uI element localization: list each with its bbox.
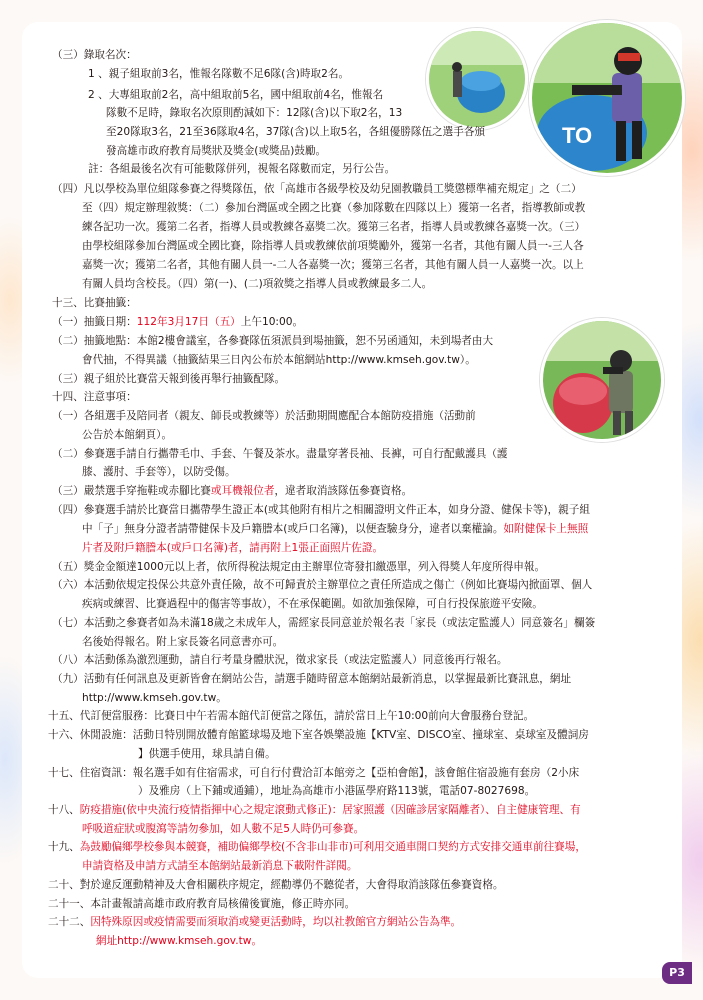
line-text: （四）凡以學校為單位組隊參賽之得獎隊伍，依「高雄市各級學校及幼兒園教職員工獎懲標準補充規定」之（二） xyxy=(52,183,582,195)
line-text: 練各記功一次。獲第二名者，指導人員或教練各嘉獎二次。獲第三名者，指導人員或教練各嘉獎一次。（三） xyxy=(82,221,586,233)
text-line xyxy=(96,935,262,948)
line-text: 嘉獎一次；獲第二名者，其他有關人員一-二人各嘉獎一次；獲第三名者，其他有關人員一人嘉獎一次。以上 xyxy=(82,259,584,271)
line-highlight-text: 呼吸道症狀或腹瀉等請勿參加，如人數不足5人時仍可參賽。 xyxy=(82,823,365,835)
text-line xyxy=(48,804,581,817)
text-line xyxy=(138,785,535,798)
line-text: 2 、大專組取前2名，高中組取前5名，國中組取前4名，惟報名 xyxy=(88,89,384,101)
text-line xyxy=(52,561,545,574)
line-text: 至（四）規定辦理敘獎：（二）參加台灣區或全國之比賽（參加隊數在四隊以上）獲第一名者，指導教師或教 xyxy=(82,202,586,214)
text-line xyxy=(52,410,476,423)
text-line xyxy=(52,654,508,667)
line-trailing-text: 上午10:00。 xyxy=(240,316,304,328)
line-text: 膝、護肘、手套等），以防受傷。 xyxy=(82,466,236,478)
line-highlight-text: 如附健保卡上無照 xyxy=(503,523,589,535)
line-text: 有關人員均含校長。（四）第(一)、(二)項敘獎之指導人員或教練最多二人。 xyxy=(82,278,433,290)
text-line xyxy=(52,297,137,310)
line-highlight-text: 防疫措施(依中央流行疫情指揮中心之規定滾動式修正)：居家照護（因確診居家隔離者）、自主健康管理、有 xyxy=(79,804,581,816)
text-line xyxy=(52,49,137,62)
text-line xyxy=(48,879,504,892)
text-line xyxy=(52,617,595,630)
text-line xyxy=(106,107,402,120)
line-text: 由學校組隊參加台灣區或全國比賽，除指導人員或教練依前項獎勵外，獲第一名者，其他有關人員一-三人各 xyxy=(82,240,584,252)
line-text: 十三、比賽抽籤： xyxy=(52,297,137,309)
text-line xyxy=(52,504,590,517)
text-line xyxy=(82,429,172,442)
line-highlight-text: 網址http://www.kmseh.gov.tw。 xyxy=(96,935,263,947)
text-line xyxy=(88,68,349,81)
text-line xyxy=(48,729,589,742)
line-text: （六）本活動依規定投保公共意外責任險，故不可歸責於主辦單位之責任所造成之傷亡（例如比賽場內掀面罩、個人 xyxy=(52,579,593,591)
text-line xyxy=(82,466,236,479)
page-number-tab: P3 xyxy=(662,962,692,984)
line-highlight-text: 片者及附戶籍謄本(或戶口名簿)者，請再附上1張正面照片佐證。 xyxy=(82,542,384,554)
line-text: （三）親子組於比賽當天報到後再舉行抽籤配隊。 xyxy=(52,373,286,385)
text-line xyxy=(82,202,585,215)
text-line xyxy=(88,163,395,176)
line-text: 名後始得報名。附上家長簽名同意書亦可。 xyxy=(82,636,284,648)
text-line xyxy=(82,692,227,705)
line-text: 二十一、本計畫報請高雄市政府教育局核備後實施，修正時亦同。 xyxy=(48,898,356,910)
line-text: 】供選手使用，球具請自備。 xyxy=(138,748,276,760)
text-line xyxy=(106,145,326,158)
text-line xyxy=(82,354,476,367)
svg-text:TO: TO xyxy=(562,123,593,148)
text-line xyxy=(52,485,412,498)
line-text: 中「子」無身分證者請帶健保卡及戶籍謄本(或戶口名簿)，以便查驗身分，違者以棄權論。 xyxy=(82,523,504,535)
text-line xyxy=(82,542,383,555)
line-text: 二十、對於違反運動精神及大會相關秩序規定，經勸導仍不聽從者，大會得取消該隊伍參賽資格。 xyxy=(48,879,504,891)
text-line xyxy=(48,898,355,911)
text-line xyxy=(52,391,137,404)
line-text: （三）錄取名次： xyxy=(52,49,137,61)
line-trailing-text: ，違者取消該隊伍參賽資格。 xyxy=(274,485,413,497)
text-line xyxy=(48,710,534,723)
text-line xyxy=(52,373,285,386)
line-text: （八）本活動係為激烈運動，請自行考量身體狀況，徵求家長（或法定監護人）同意後再行報名。 xyxy=(52,654,508,666)
line-text: 十九、 xyxy=(48,841,80,853)
text-line xyxy=(52,335,493,348)
text-line xyxy=(82,636,283,649)
line-highlight-text: 因特殊原因或疫情需要而須取消或變更活動時，均以社教館官方網站公告為準。 xyxy=(90,916,462,928)
text-line xyxy=(82,823,364,836)
text-line xyxy=(138,748,276,761)
text-line xyxy=(82,259,584,272)
line-text: http://www.kmseh.gov.tw。 xyxy=(82,692,227,704)
text-line xyxy=(52,579,592,592)
line-text: （五）獎金金額達1000元以上者，依所得稅法規定由主辦單位寄發扣繳憑單，列入得獎人年度所得申報。 xyxy=(52,561,546,573)
text-line xyxy=(82,221,585,234)
line-text: 至20隊取3名，21至36隊取4名，37隊(含)以上取5名，各組優勝隊伍之選手各頒 xyxy=(106,126,486,138)
text-line xyxy=(82,598,543,611)
line-text: 會代抽，不得異議（抽籤結果三日內公布於本館網站http://www.kmseh.gov.tw）。 xyxy=(82,354,476,366)
line-text: 發高雄市政府教育局獎狀及獎金(或獎品)鼓勵。 xyxy=(106,145,327,157)
text-line xyxy=(82,278,432,291)
line-highlight-text: 112年3月17日（五） xyxy=(136,316,241,328)
line-text: 十六、休閒設施：活動日特別開放體育館籃球場及地下室各娛樂設施【KTV室、DISCO室、撞球室、桌球室及體詞房 xyxy=(48,729,589,741)
line-text: ）及雅房（上下鋪或通鋪），地址為高雄市小港區學府路113號，電話07-8027698。 xyxy=(138,785,536,797)
text-line xyxy=(82,523,588,536)
text-line xyxy=(52,673,571,686)
line-text: 公告於本館網頁）。 xyxy=(82,429,173,441)
text-line xyxy=(48,841,586,854)
text-line xyxy=(82,240,584,253)
line-text: （一）各組選手及陪同者（親友、師長或教練等）於活動期間應配合本館防疫措施（活動前 xyxy=(52,410,476,422)
text-line xyxy=(48,767,579,780)
line-text: 隊數不足時，錄取名次原則酌減如下：12隊(含)以下取2名，13 xyxy=(106,107,403,119)
line-text: （三）嚴禁選手穿拖鞋或赤腳比賽 xyxy=(52,485,211,497)
text-line xyxy=(82,860,357,873)
text-line xyxy=(106,126,485,139)
line-text: 十四、注意事項： xyxy=(52,391,137,403)
line-text: 十七、住宿資訊：報名選手如有住宿需求，可自行付費洽訂本館旁之【亞柏會館】，該會館住宿設施有套房（2小床 xyxy=(48,767,580,779)
text-line xyxy=(88,89,383,102)
line-highlight-text: 為鼓勵偏鄉學校參與本競賽，補助偏鄉學校(不含非山非市)可利用交通車開口契約方式安排交通車前往賽場， xyxy=(79,841,586,853)
line-text: 十八、 xyxy=(48,804,80,816)
line-highlight-text: 或耳機報位者 xyxy=(210,485,275,497)
text-line xyxy=(52,448,508,461)
line-text: 1 、親子組取前3名，惟報名隊數不足6隊(含)時取2名。 xyxy=(88,68,350,80)
line-text: （七）本活動之參賽者如為未滿18歲之未成年人，需經家長同意並於報名表「家長（或法定監護人）同意簽名」欄簽 xyxy=(52,617,596,629)
text-line xyxy=(52,183,582,196)
line-text: （一）抽籤日期： xyxy=(52,316,137,328)
line-text: 十五、代訂便當服務：比賽日中午若需本館代訂便當之隊伍，請於當日上午10:00前向大會服務台登記。 xyxy=(48,710,535,722)
text-line xyxy=(52,316,303,329)
line-highlight-text: 申請資格及申請方式請至本館網站最新消息下載附件詳閱。 xyxy=(82,860,358,872)
line-text: 疾病或練習、比賽過程中的傷害等事故），不在承保範圍。如欲加強保障，可自行投保旅遊平安險。 xyxy=(82,598,543,610)
line-text: （二）參賽選手請自行攜帶毛巾、手套、午餐及茶水。盡量穿著長袖、長褲，可自行配戴護具（護 xyxy=(52,448,508,460)
line-text: 註：各組最後名次有可能數隊併列，視報名隊數而定，另行公告。 xyxy=(88,163,396,175)
line-text: （四）參賽選手請於比賽當日攜帶學生證正本(或其他附有相片之相關證明文件正本，如身分證、健保卡等)，親子組 xyxy=(52,504,590,516)
line-text: （二）抽籤地點：本館2樓會議室，各參賽隊伍須派員到場抽籤，恕不另函通知，未到場者由大 xyxy=(52,335,494,347)
text-line xyxy=(48,916,461,929)
line-text: 二十二、 xyxy=(48,916,91,928)
line-text: （九）活動有任何訊息及更新皆會在網站公告，請選手隨時留意本館網站最新消息，以掌握最新比賽訊息，網址 xyxy=(52,673,572,685)
